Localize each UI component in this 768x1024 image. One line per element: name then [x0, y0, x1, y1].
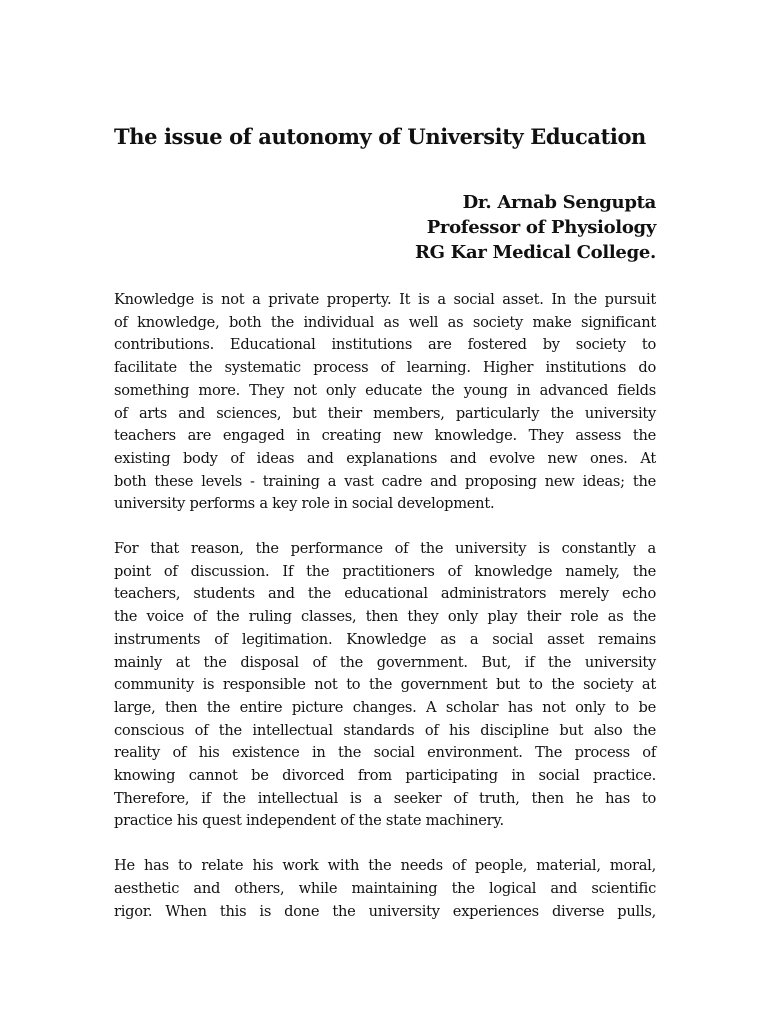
text-line: teachers are engaged in creating new knowledge. They assess the	[114, 427, 656, 445]
text-line: facilitate the systematic process of learning. Higher institutions do	[114, 359, 656, 377]
text-line: existing body of ideas and explanations and evolve new ones. At	[114, 449, 656, 467]
text-line: of knowledge, both the individual as well as society make significant	[114, 313, 656, 331]
text-line: aesthetic and others, while maintaining the logical and scientific	[114, 879, 656, 897]
text-line: instruments of legitimation. Knowledge as a social asset remains	[114, 630, 656, 648]
text-line: conscious of the intellectual standards of his discipline but also the	[114, 721, 656, 739]
document-title: The issue of autonomy of University Education	[114, 124, 646, 149]
author-position: Professor of Physiology	[426, 217, 656, 238]
text-line: He has to relate his work with the needs of people, material, moral,	[114, 857, 656, 875]
text-line: of arts and sciences, but their members, particularly the university	[114, 404, 656, 422]
text-line: knowing cannot be divorced from participating in social practice.	[114, 767, 656, 785]
paragraph	[114, 855, 656, 923]
text-line: rigor. When this is done the university experiences diverse pulls,	[114, 902, 656, 920]
text-line: community is responsible not to the government but to the society at	[114, 676, 656, 694]
text-line: point of discussion. If the practitioners of knowledge namely, the	[114, 562, 656, 580]
text-line: teachers, students and the educational administrators merely echo	[114, 585, 656, 603]
author-institution: RG Kar Medical College.	[414, 242, 656, 263]
text-line: university performs a key role in social development.	[114, 495, 495, 513]
author-name: Dr. Arnab Sengupta	[462, 192, 656, 213]
text-line: Knowledge is not a private property. It is a social asset. In the pursuit	[114, 291, 656, 308]
text-line: practice his quest independent of the state machinery.	[114, 812, 504, 830]
paragraph	[114, 538, 656, 833]
text-line: Therefore, if the intellectual is a seeker of truth, then he has to	[114, 789, 656, 807]
text-line: both these levels - training a vast cadre and proposing new ideas; the	[114, 472, 656, 490]
text-line: contributions. Educational institutions are fostered by society to	[114, 336, 656, 354]
author-block	[114, 190, 656, 265]
text-line: reality of his existence in the social environment. The process of	[114, 744, 656, 762]
text-line: something more. They not only educate the young in advanced fields	[114, 381, 656, 399]
paragraph	[114, 289, 656, 516]
text-line: large, then the entire picture changes. A scholar has not only to be	[114, 698, 656, 716]
document-page	[114, 118, 656, 923]
text-line: mainly at the disposal of the government. But, if the university	[114, 653, 656, 671]
text-line: For that reason, the performance of the university is constantly a	[114, 540, 656, 558]
text-line: the voice of the ruling classes, then they only play their role as the	[114, 608, 656, 626]
